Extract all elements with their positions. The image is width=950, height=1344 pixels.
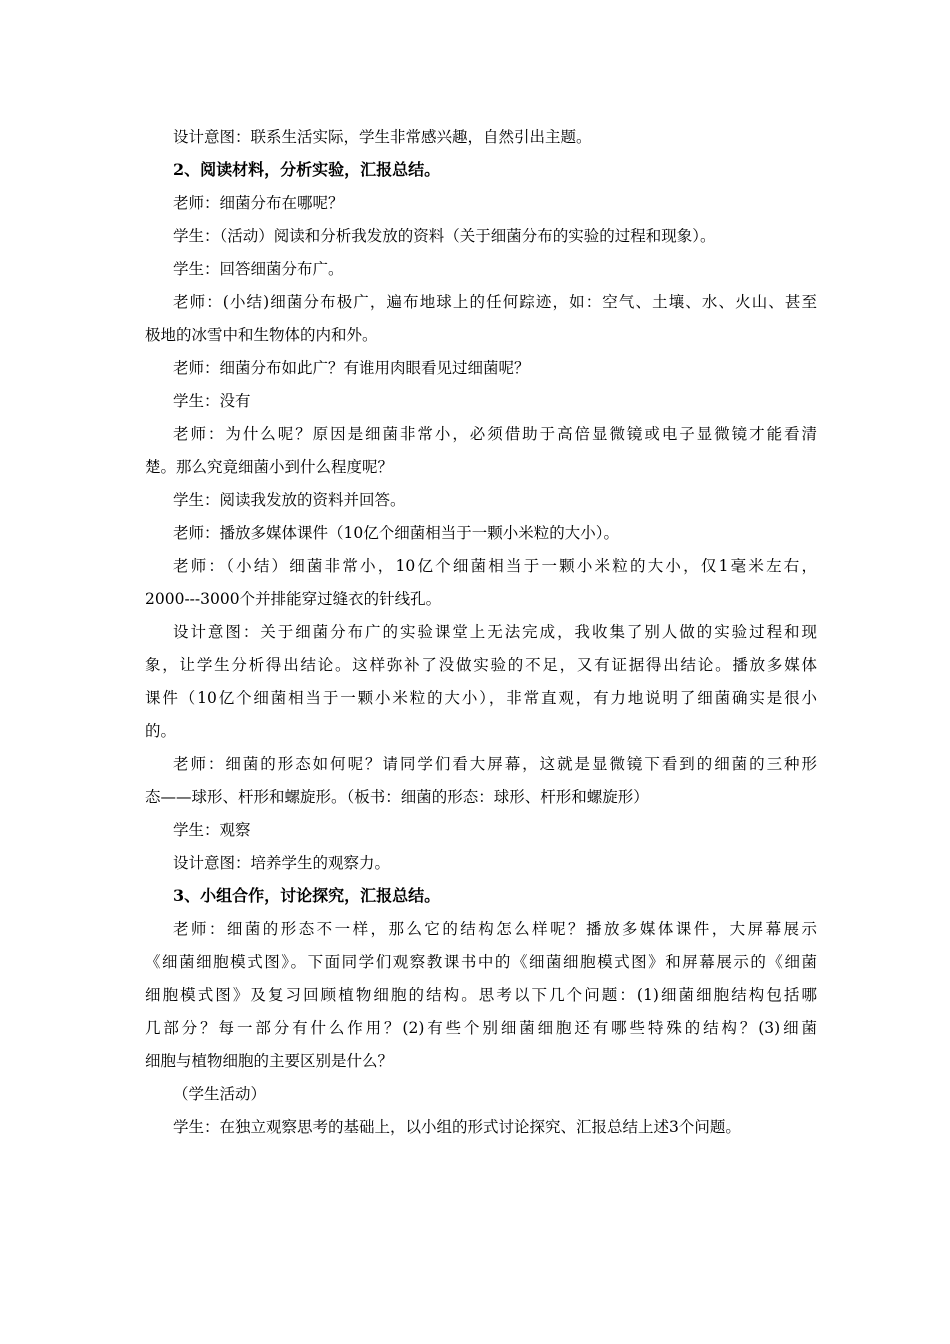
paragraph-line: 老师：细菌的形态不一样，那么它的结构怎么样呢？播放多媒体课件，大屏幕展示 bbox=[173, 920, 817, 938]
paragraph-line: 象，让学生分析得出结论。这样弥补了没做实验的不足，又有证据得出结论。播放多媒体 bbox=[145, 656, 817, 674]
paragraph-line: 老师：（小结）细菌非常小，10亿个细菌相当于一颗小米粒的大小，仅1毫米左右， bbox=[173, 557, 817, 575]
paragraph-line: 学生：没有 bbox=[173, 392, 251, 410]
paragraph-line: （学生活动） bbox=[173, 1085, 267, 1103]
paragraph-line: 细胞模式图》及复习回顾植物细胞的结构。思考以下几个问题：(1)细菌细胞结构包括哪 bbox=[145, 986, 817, 1004]
paragraph-line: 课件（10亿个细菌相当于一颗小米粒的大小），非常直观，有力地说明了细菌确实是很小 bbox=[145, 689, 817, 707]
section-heading: 3、小组合作，讨论探究，汇报总结。 bbox=[173, 886, 441, 905]
paragraph-line: 细胞与植物细胞的主要区别是什么？ bbox=[145, 1052, 394, 1070]
paragraph-line: 学生：在独立观察思考的基础上，以小组的形式讨论探究、汇报总结上述3个问题。 bbox=[173, 1118, 741, 1136]
paragraph-line: 学生：回答细菌分布广。 bbox=[173, 260, 344, 278]
paragraph-line: 老师：细菌的形态如何呢？请同学们看大屏幕，这就是显微镜下看到的细菌的三种形 bbox=[173, 755, 817, 773]
paragraph-line: 态——球形、杆形和螺旋形。（板书：细菌的形态：球形、杆形和螺旋形） bbox=[145, 788, 649, 806]
section-heading: 2、阅读材料，分析实验，汇报总结。 bbox=[173, 160, 441, 179]
paragraph-line: 老师：(小结)细菌分布极广，遍布地球上的任何踪迹，如：空气、土壤、水、火山、甚至 bbox=[173, 293, 817, 311]
paragraph-line: 学生：（活动）阅读和分析我发放的资料（关于细菌分布的实验的过程和现象）。 bbox=[173, 227, 716, 245]
document-page bbox=[145, 126, 817, 1149]
paragraph-line: 设计意图：培养学生的观察力。 bbox=[173, 854, 391, 872]
paragraph-line: 老师：为什么呢？原因是细菌非常小，必须借助于高倍显微镜或电子显微镜才能看清 bbox=[173, 425, 817, 443]
paragraph-line: 老师：播放多媒体课件（10亿个细菌相当于一颗小米粒的大小）。 bbox=[173, 524, 619, 542]
paragraph-line: 楚。那么究竟细菌小到什么程度呢？ bbox=[145, 458, 394, 476]
paragraph-line: 《细菌细胞模式图》。下面同学们观察教课书中的《细菌细胞模式图》和屏幕展示的《细菌 bbox=[145, 953, 817, 971]
paragraph-line: 学生：阅读我发放的资料并回答。 bbox=[173, 491, 406, 509]
paragraph-line: 设计意图：关于细菌分布广的实验课堂上无法完成，我收集了别人做的实验过程和现 bbox=[173, 623, 817, 641]
paragraph-line: 设计意图：联系生活实际，学生非常感兴趣，自然引出主题。 bbox=[173, 128, 592, 146]
paragraph-line: 2000---3000个并排能穿过缝衣的针线孔。 bbox=[145, 590, 442, 608]
paragraph-line: 的。 bbox=[145, 722, 177, 740]
paragraph-line: 学生：观察 bbox=[173, 821, 251, 839]
paragraph-line: 老师：细菌分布如此广？有谁用肉眼看见过细菌呢？ bbox=[173, 359, 530, 377]
paragraph-line: 极地的冰雪中和生物体的内和外。 bbox=[145, 326, 378, 344]
paragraph-line: 老师：细菌分布在哪呢？ bbox=[173, 194, 344, 212]
paragraph-line: 几部分？每一部分有什么作用？(2)有些个别细菌细胞还有哪些特殊的结构？(3)细菌 bbox=[145, 1019, 817, 1037]
